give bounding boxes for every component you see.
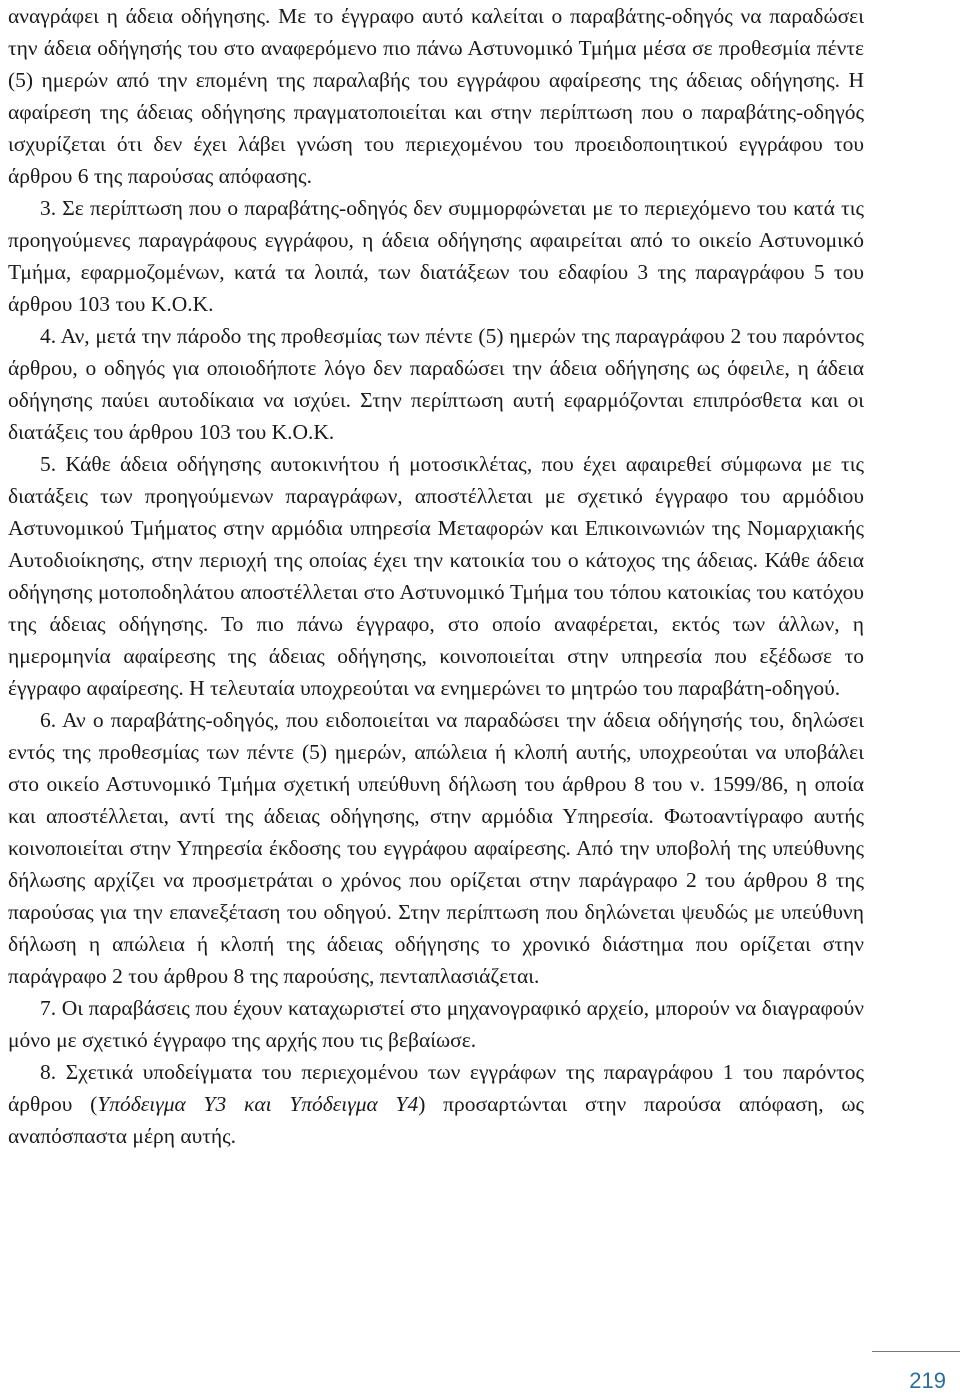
footer-divider <box>872 1351 960 1352</box>
paragraph-8 <box>8 1056 864 1152</box>
page-number: 219 <box>909 1368 946 1393</box>
paragraph-5: 5. Κάθε άδεια οδήγησης αυτοκινήτου ή μοτοσικλέτας, που έχει αφαιρεθεί σύμφωνα με τις διατάξεις των προηγούμενων παραγράφων, αποστέλλεται με σχετικό έγγραφο του αρμόδιου Αστυνομικού Τμήματος στην αρμόδια υπηρεσία Μεταφορών και Επικοινωνιών της Νομαρχιακής Αυτοδιοίκησης, στην περιοχή της οποίας έχει την κατοικία του ο κάτοχος της άδειας. Κάθε άδεια οδήγησης μοτοποδηλάτου αποστέλλεται στο Αστυνομικό Τμήμα του τόπου κατοικίας του κατόχου της άδειας οδήγησης. Το πιο πάνω έγγραφο, στο οποίο αναφέρεται, εκτός των άλλων, η ημερομηνία αφαίρεσης της άδειας οδήγησης, κοινοποιείται στην υπηρεσία που εξέδωσε το έγγραφο αφαίρεσης. Η τελευταία υποχρεούται να ενημερώνει το μητρώο του παραβάτη-οδηγού. <box>8 452 864 700</box>
paragraph-3: 3. Σε περίπτωση που ο παραβάτης-οδηγός δεν συμμορφώνεται με το περιεχόμενο του κατά τις προηγούμενες παραγράφους εγγράφου, η άδεια οδήγησης αφαιρείται από το οικείο Αστυνομικό Τμήμα, εφαρμοζομένων, κατά τα λοιπά, των διατάξεων του εδαφίου 3 της παραγράφου 5 του άρθρου 103 του Κ.Ο.Κ. <box>8 196 864 316</box>
paragraph-6: 6. Αν ο παραβάτης-οδηγός, που ειδοποιείται να παραδώσει την άδεια οδήγησής του, δηλώσει εντός της προθεσμίας των πέντε (5) ημερών, απώλεια ή κλοπή αυτής, υποχρεούται να υποβάλει στο οικείο Αστυνομικό Τμήμα σχετική υπεύθυνη δήλωση του άρθρου 8 του ν. 1599/86, η οποία και αποστέλλεται, αντί της άδειας οδήγησης, στην αρμόδια Υπηρεσία. Φωτοαντίγραφο αυτής κοινοποιείται στην Υπηρεσία έκδοσης του εγγράφου αφαίρεσης. Από την υποβολή της υπεύθυνης δήλωσης αρχίζει να προσμετράται ο χρόνος που ορίζεται στην παράγραφο 2 του άρθρου 8 της παρούσας για την επανεξέταση του οδηγού. Στην περίπτωση που δηλώνεται ψευδώς με υπεύθυνη δήλωση η απώλεια ή κλοπή της άδειας οδήγησης το χρονικό διάστημα που ορίζεται στην παράγραφο 2 του άρθρου 8 της παρούσης, πενταπλασιάζεται. <box>8 708 864 988</box>
paragraph-8-text-before: 8. Σχετικά υποδείγματα του περιεχομένου των εγγράφων της παραγράφου 1 του παρόντος άρθρου ( <box>8 1060 864 1116</box>
paragraph-continuation: αναγράφει η άδεια οδήγησης. Με το έγγραφο αυτό καλείται ο παραβάτης-οδηγός να παραδώσει την άδεια οδήγησής του στο αναφερόμενο πιο πάνω Αστυνομικό Τμήμα μέσα σε προθεσμία πέντε (5) ημερών από την επομένη της παραλαβής του εγγράφου αφαίρεσης της άδειας οδήγησης. Η αφαίρεση της άδειας οδήγησης πραγματοποιείται και στην περίπτωση που ο παραβάτης-οδηγός ισχυρίζεται ότι δεν έχει λάβει γνώση του περιεχομένου του προειδοποιητικού εγγράφου του άρθρου 6 της παρούσας απόφασης. <box>8 4 864 188</box>
paragraph-7: 7. Οι παραβάσεις που έχουν καταχωριστεί στο μηχανογραφικό αρχείο, μπορούν να διαγραφούν μόνο με σχετικό έγγραφο της αρχής που τις βεβαίωσε. <box>8 996 864 1052</box>
paragraph-8-italic-reference: Υπόδειγμα Υ3 και Υπόδειγμα Υ4 <box>97 1092 419 1116</box>
paragraph-8-text-after: ) προσαρτώνται στην παρούσα απόφαση, ως αναπόσπαστα μέρη αυτής. <box>8 1092 864 1148</box>
document-body <box>8 0 864 1152</box>
paragraph-4: 4. Αν, μετά την πάροδο της προθεσμίας των πέντε (5) ημερών της παραγράφου 2 του παρόντος άρθρου, ο οδηγός για οποιοδήποτε λόγο δεν παραδώσει την άδεια οδήγησης ως όφειλε, η άδεια οδήγησης παύει αυτοδίκαια να ισχύει. Στην περίπτωση αυτή εφαρμόζονται επιπρόσθετα και οι διατάξεις του άρθρου 103 του Κ.Ο.Κ. <box>8 324 864 444</box>
